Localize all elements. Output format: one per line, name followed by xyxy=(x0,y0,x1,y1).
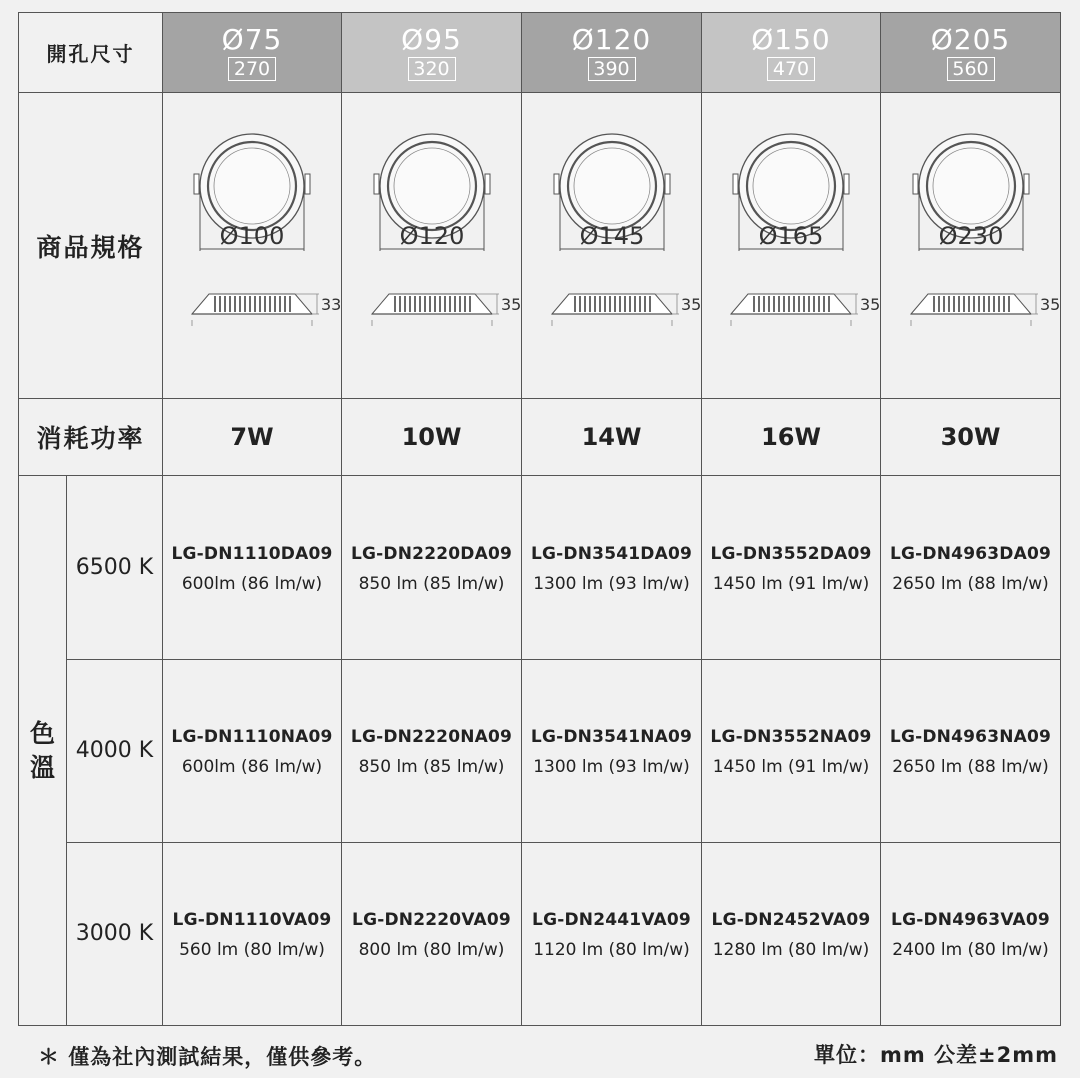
hole-diameter: Ø120 xyxy=(571,22,652,56)
lumen-value: 1450 lm (91 lm/w) xyxy=(712,573,870,594)
color-temp-row xyxy=(19,842,1061,1025)
model-cell xyxy=(881,476,1061,659)
outer-diameter-label: Ø100 xyxy=(219,221,285,250)
hole-size-cell xyxy=(881,13,1061,93)
model-cell xyxy=(702,476,881,659)
lumen-value: 600lm (86 lm/w) xyxy=(181,573,323,594)
kelvin-cell xyxy=(67,842,163,1025)
model-code: LG-DN3541DA09 xyxy=(530,543,693,564)
lumen-value: 1300 lm (93 lm/w) xyxy=(533,573,690,594)
model-code: LG-DN4963DA09 xyxy=(889,543,1052,564)
lumen-value: 2650 lm (88 lm/w) xyxy=(892,573,1049,594)
hole-size-cell xyxy=(342,13,522,93)
model-code: LG-DN2220VA09 xyxy=(352,909,511,930)
side-view xyxy=(911,294,1060,326)
lumen-value: 2650 lm (88 lm/w) xyxy=(892,756,1049,777)
lumen-value: 1450 lm (91 lm/w) xyxy=(712,756,870,777)
model-cell xyxy=(342,476,522,659)
side-view xyxy=(372,294,521,326)
model-code: LG-DN1110NA09 xyxy=(171,726,333,747)
side-view xyxy=(731,294,880,326)
model-code: LG-DN3552NA09 xyxy=(710,726,872,747)
spec-cell xyxy=(702,93,881,399)
color-temp-label-1: 色 xyxy=(29,718,55,748)
product-drawing xyxy=(702,126,880,366)
power-value: 7W xyxy=(230,423,274,452)
model-code: LG-DN4963VA09 xyxy=(891,909,1050,930)
front-view xyxy=(733,134,849,251)
model-code: LG-DN3552DA09 xyxy=(710,543,872,564)
power-cell xyxy=(522,399,702,476)
spec-cell xyxy=(881,93,1061,399)
height-label: 35 xyxy=(500,294,521,314)
downlight-drawing xyxy=(886,126,1060,366)
front-view xyxy=(374,134,490,251)
height-label: 33 xyxy=(321,294,342,314)
power-value: 14W xyxy=(581,423,642,452)
model-cell xyxy=(342,842,522,1025)
front-view xyxy=(554,134,670,251)
power-cell xyxy=(163,399,342,476)
downlight-drawing xyxy=(347,126,521,366)
side-view xyxy=(192,294,341,326)
side-view xyxy=(552,294,701,326)
spec-label-cell xyxy=(19,93,163,399)
downlight-drawing xyxy=(706,126,881,366)
kelvin-value: 3000 K xyxy=(75,921,154,947)
hole-code: 390 xyxy=(588,57,636,81)
spec-cell xyxy=(163,93,342,399)
height-label: 35 xyxy=(1039,294,1060,314)
model-code: LG-DN4963NA09 xyxy=(889,726,1052,747)
model-cell xyxy=(702,842,881,1025)
height-label: 35 xyxy=(680,294,701,314)
hole-code: 560 xyxy=(947,57,995,81)
spec-label: 商品規格 xyxy=(36,232,145,262)
model-code: LG-DN2452VA09 xyxy=(711,909,871,930)
model-cell xyxy=(702,659,881,842)
product-drawing xyxy=(881,126,1060,366)
spec-cell xyxy=(342,93,522,399)
outer-diameter-label: Ø145 xyxy=(579,221,644,250)
hole-size-label-cell xyxy=(19,13,163,93)
height-label: 35 xyxy=(860,294,881,314)
color-temp-label-2: 溫 xyxy=(29,752,55,782)
kelvin-value: 6500 K xyxy=(75,555,154,581)
model-cell xyxy=(522,476,702,659)
color-temp-row xyxy=(19,476,1061,659)
model-cell xyxy=(522,842,702,1025)
color-temp-label-cell xyxy=(19,476,67,1026)
hole-diameter: Ø95 xyxy=(401,22,462,56)
downlight-drawing xyxy=(167,126,342,366)
model-code: LG-DN1110VA09 xyxy=(172,909,332,930)
hole-size-row xyxy=(19,13,1061,93)
power-row xyxy=(19,399,1061,476)
unit-tolerance-note: 單位：mm 公差±2mm xyxy=(813,1043,1058,1067)
lumen-value: 800 lm (80 lm/w) xyxy=(358,939,505,960)
lumen-value: 600lm (86 lm/w) xyxy=(181,756,323,777)
kelvin-cell xyxy=(67,659,163,842)
model-cell xyxy=(881,842,1061,1025)
hole-diameter: Ø150 xyxy=(751,22,831,56)
model-code: LG-DN2220NA09 xyxy=(350,726,513,747)
model-code: LG-DN2220DA09 xyxy=(350,543,513,564)
power-label-cell xyxy=(19,399,163,476)
model-cell xyxy=(163,476,342,659)
downlight-drawing xyxy=(527,126,701,366)
spec-row xyxy=(19,93,1061,399)
hole-code: 470 xyxy=(767,57,815,81)
product-drawing xyxy=(522,126,701,366)
outer-diameter-label: Ø165 xyxy=(758,221,824,250)
hole-size-cell xyxy=(522,13,702,93)
front-view xyxy=(913,134,1029,251)
outer-diameter-label: Ø230 xyxy=(938,221,1003,250)
lumen-value: 560 lm (80 lm/w) xyxy=(179,939,325,960)
hole-diameter: Ø75 xyxy=(221,22,283,56)
model-code: LG-DN1110DA09 xyxy=(171,543,333,564)
hole-diameter: Ø205 xyxy=(930,22,1011,56)
front-view xyxy=(194,134,310,251)
hole-code: 270 xyxy=(228,57,276,81)
model-cell xyxy=(163,842,342,1025)
lumen-value: 1280 lm (80 lm/w) xyxy=(712,939,870,960)
power-value: 30W xyxy=(940,423,1001,452)
power-value: 16W xyxy=(761,423,821,452)
power-cell xyxy=(342,399,522,476)
spec-table xyxy=(18,12,1061,1026)
product-drawing xyxy=(163,126,341,366)
power-label: 消耗功率 xyxy=(36,424,145,454)
model-cell xyxy=(522,659,702,842)
kelvin-value: 4000 K xyxy=(75,738,154,764)
model-code: LG-DN3541NA09 xyxy=(530,726,693,747)
test-disclaimer-note: ＊ 僅為社內測試結果，僅供參考。 xyxy=(38,1045,377,1069)
spec-cell xyxy=(522,93,702,399)
lumen-value: 1120 lm (80 lm/w) xyxy=(533,939,690,960)
power-cell xyxy=(702,399,881,476)
model-cell xyxy=(881,659,1061,842)
power-cell xyxy=(881,399,1061,476)
lumen-value: 850 lm (85 lm/w) xyxy=(358,573,505,594)
hole-size-cell xyxy=(163,13,342,93)
hole-code: 320 xyxy=(408,57,456,81)
hole-size-cell xyxy=(702,13,881,93)
model-cell xyxy=(342,659,522,842)
lumen-value: 2400 lm (80 lm/w) xyxy=(892,939,1049,960)
product-drawing xyxy=(342,126,521,366)
power-value: 10W xyxy=(401,423,462,452)
lumen-value: 1300 lm (93 lm/w) xyxy=(533,756,690,777)
hole-size-label: 開孔尺寸 xyxy=(46,42,135,67)
lumen-value: 850 lm (85 lm/w) xyxy=(358,756,505,777)
model-code: LG-DN2441VA09 xyxy=(532,909,691,930)
outer-diameter-label: Ø120 xyxy=(399,221,464,250)
color-temp-row xyxy=(19,659,1061,842)
kelvin-cell xyxy=(67,476,163,659)
model-cell xyxy=(163,659,342,842)
